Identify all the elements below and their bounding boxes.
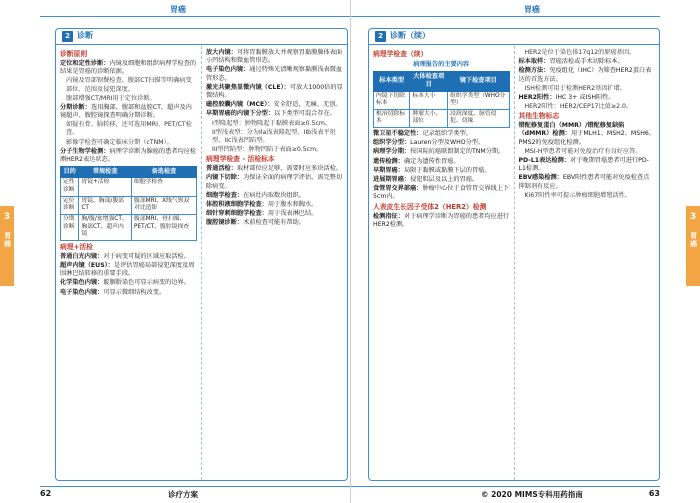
section-heading: 病理+活检 [60,242,93,251]
item-text: 可将胃黏膜放大并观察胃黏膜腺体表面小凹结构和微血管形态。 [206,49,343,65]
list-item [519,58,656,66]
list-item [373,185,510,201]
running-head: 胃癌 [524,5,540,14]
item-text: 用于浅表淋巴结。 [267,210,318,218]
list-item [373,213,510,229]
list-item [519,85,656,93]
table-cell: 分期诊断 [61,214,79,240]
page-number: 63 [648,489,660,499]
exam-table [60,166,197,241]
list-item [519,49,656,57]
item-text: IHC 3+ 或ISH阳性。 [555,93,615,101]
content-columns [56,46,347,480]
item-text: 取材部位应足够，需要时应多块活检。 [236,165,343,173]
item-text: 按国际抗癌联盟制定的TNM分期。 [410,148,505,156]
list-item [519,192,656,200]
table-row [374,109,510,127]
table-header-row [374,72,510,91]
table-header: 镜下检查项目 [448,72,509,91]
item-text: 内镜及细胞和组织病理学检查的结果是胃癌的诊断依据。 [60,59,197,76]
item-text: 靛胭脂染色可显示病变的边界。 [103,279,190,287]
list-item [60,289,197,297]
content-columns [369,46,659,480]
list-item [206,146,343,154]
table-row [61,178,197,196]
table-cell: 肿瘤大小、部位 [410,109,448,127]
item-lead: EBV感染检测： [518,174,563,182]
item-text: 对于病理学诊断为胃癌的患者均应进行HER2检测。 [373,212,510,228]
chapter-tab[interactable] [0,206,14,286]
table-cell: 胸/腹/盆增强CT、胸部CT、超声内镜 [79,214,132,240]
item-text: HER2阳性：HER2/CEP17比值≥2.0。 [524,103,633,111]
list-item [60,104,197,120]
item-lead: 遗传检测： [373,157,404,165]
item-text: 可放大1000倍的显微结构。 [206,83,343,99]
list-item [373,167,510,175]
list-item [519,148,656,156]
item-lead: 检测指征： [373,212,404,220]
list-item [60,279,197,287]
item-text: 侵犯肌层及以上的胃癌。 [410,176,479,184]
item-text: 以下类型可混合存在。 [274,110,336,118]
item-lead: 组织学分型： [373,139,411,147]
list-item [206,110,343,118]
column-2 [201,46,347,480]
table-cell: 组织学类型（WHO分型） [448,91,509,109]
table-cell: 胃镜+活检 [79,178,132,196]
item-text: III型凹陷型：肿物凹陷于表面≥0.5cm。 [212,146,323,154]
item-lead: 化学染色内镜： [60,279,104,287]
list-item [373,139,510,147]
table-row [61,196,197,214]
box-header [56,29,347,45]
list-item [60,262,197,278]
item-lead: 电子染色内镜： [60,288,104,296]
item-lead: 电子染色内镜： [206,66,250,74]
list-item [60,60,197,76]
list-item [206,210,343,218]
footer-rule [351,486,660,487]
item-text: 用于MLH1、MSH2、MSH6、PMS2的免疫组化检测。 [518,130,655,146]
table-caption: 病理报告的主要内容 [413,60,470,68]
item-lead: 磁控胶囊内镜（MCE）： [206,101,274,109]
table-header: 备选检查 [132,167,197,178]
table-cell: 浸润深度、脉管侵犯、切缘 [448,109,509,127]
list-item [519,103,656,111]
item-text: 内镜及胃部钡餐检查、腹部CT扫描等明确病变部位、范围及侵犯深度。 [66,77,192,93]
list-item [206,174,343,190]
table-cell: 根治切除标本 [374,109,410,127]
item-text: 通过特殊光清晰观察黏膜浅表微血管形态。 [206,66,343,82]
header-rule [351,16,660,17]
table-cell: 胃镜、胸部/腹部CT [79,196,132,214]
item-text: 肿瘤中心位于食管胃交界线上下5cm内。 [373,185,510,201]
item-lead: 分子生物学检测： [60,147,110,155]
item-text: I型隆起型：肿物隆起于黏膜表面≥0.5cm。 [212,119,332,127]
table-cell: 定性诊断 [61,178,79,196]
item-lead: HER2阳性： [518,93,556,101]
item-text: 对于病变可疑的区域应取活检。 [103,252,190,260]
list-item [206,84,343,100]
list-item [206,219,343,227]
item-lead: 标本取样： [518,58,550,66]
table-cell: 腹部MRI、骨扫描、PET/CT、腹腔镜探查 [132,214,197,240]
column-2 [514,46,660,480]
chapter-tab[interactable] [686,206,700,286]
copyright-footer: © 2020 MIMS专科用药指南 [481,490,583,500]
box-title: 诊断（续） [390,31,430,41]
list-item [60,95,197,103]
item-lead: 放大内镜： [206,49,237,56]
column-1 [56,46,201,480]
list-item [60,139,197,147]
diagnosis-box [55,28,348,481]
section-number-badge: 2 [62,31,73,42]
list-item [206,66,343,82]
box-title: 诊断 [77,31,93,41]
item-lead: 食管胃交界部癌： [373,185,423,193]
list-item [519,157,656,173]
item-text: 病理学诊断为腺癌的患者均应检测HER2表达状态。 [60,147,197,164]
item-lead: 进展期胃癌： [373,176,411,184]
item-text: Ki67阳性率可提示肿瘤细胞增殖活性。 [524,191,631,199]
list-item [60,148,197,164]
list-item [373,148,510,156]
item-lead: 普通活检： [206,165,237,173]
running-head: 胃癌 [170,5,186,14]
item-text: MSI-H型患者可能对免疫治疗有良好应答。 [524,147,642,155]
item-text: HER2是位于染色体17q12的原癌基因。 [524,49,636,56]
section-heading: 诊断原则 [60,50,88,58]
table-header: 目的 [61,167,79,178]
item-lead: 早期胃癌： [373,166,404,174]
table-header: 常规检查 [79,167,132,178]
item-lead: 检测方法： [518,67,550,75]
list-item [206,49,343,65]
list-item [206,192,343,200]
page-number: 62 [40,489,52,499]
item-text: EBV阳性患者可能对免疫检查点抑制剂有反应。 [518,174,650,190]
list-item [206,120,343,128]
item-text: ISH检测可用于检测HER2基因扩增。 [524,84,626,92]
item-text: 在病灶内取数块组织。 [243,191,305,199]
table-cell: 标本大小 [410,91,448,109]
item-lead: 腹腔镜诊断： [206,219,244,227]
item-lead: 激光共聚焦显微内镜（CLE）： [206,83,290,91]
item-lead: 错配修复蛋白（MMR）/错配修复缺陷（dMMR）检测： [518,122,625,138]
section-heading: 病理学检查 - 活检标本 [206,155,275,164]
table-cell: 内镜下切除标本 [374,91,410,109]
item-lead: 超声内镜（EUS）： [60,262,114,270]
list-item [519,94,656,102]
item-text: 可显示微细结构改变。 [103,288,166,296]
pathology-report-table [373,71,510,128]
item-text: 选用胸部、腹部和盆腔CT，超声及内镜超声、腹腔镜探查明确分期诊断。 [60,103,192,120]
item-lead: PD-L1表达检测： [518,157,571,165]
table-cell: 细胞学检查 [132,178,197,196]
list-item [373,158,510,166]
section-heading: 人表皮生长因子受体2（HER2）检测 [373,202,487,211]
item-text: 安全舒适，无痛、无创。 [273,101,342,109]
item-text: 用于腹水和胸水。 [267,200,318,208]
list-item [206,101,343,109]
diagnosis-continued-box [368,28,660,481]
list-item [206,165,343,173]
list-item [373,130,510,138]
item-text: 腹部增强CT/MRI用于定位诊断。 [66,94,156,102]
table-row [374,91,510,109]
item-text: 如疑有骨、脑转移，还可选用MRI、PET/CT检查。 [66,121,192,137]
column-1 [369,46,514,480]
item-text: 术前检查可能有帮助。 [243,219,305,227]
section-heading: 病理学检查（续） [373,50,428,58]
table-header-row [61,167,197,178]
chapter-number: 3 [689,212,697,222]
item-text: 是评估胃癌局部侵犯深度及周围淋巴结转移的重要手段。 [60,262,195,278]
footer-text: 诊疗方案 [168,490,198,500]
item-lead: 早期胃癌的内镜下分型： [206,110,275,118]
table-header: 标本类型 [374,72,410,91]
header-rule [40,16,350,17]
chapter-number: 3 [3,212,11,222]
item-text: 局限于黏膜或黏膜下层的胃癌。 [403,166,491,174]
section-heading: 其他生物标志 [518,112,560,121]
box-header [369,29,659,45]
item-lead: 细胞学检查： [206,191,244,199]
list-item [206,129,343,145]
item-text: Lauren分型及WHO分型。 [410,139,485,147]
table-header: 大体检查项目 [410,72,448,91]
list-item [60,121,197,137]
table-cell: 定位诊断 [61,196,79,214]
item-text: 为保证全面的病理学评估，需完整切除病变。 [206,174,343,190]
right-page [350,0,700,503]
table-cell: 腹部MRI、X线气钡双对比造影 [132,196,197,214]
item-lead: 细针穿刺细胞学检查： [206,210,268,218]
item-lead: 病理学分期： [373,148,411,156]
item-lead: 分期诊断： [60,103,91,111]
list-item [60,253,197,261]
item-lead: 体腔积液细胞学检查： [206,200,268,208]
section-number-badge: 2 [375,31,386,42]
item-text: II型浅表型：分为IIa浅表隆起型、IIb浅表平坦型、IIc浅表凹陷型。 [212,128,336,144]
table-row [61,214,197,240]
list-item [519,67,656,83]
chapter-label: 胃癌 [689,231,698,248]
item-lead: 定位和定性诊断： [60,59,110,67]
item-text: 对于晚期胃癌患者可进行PD-L1检测。 [518,157,649,173]
item-lead: 微卫星不稳定性： [373,130,423,138]
item-text: 确定为遗传性胃癌。 [403,157,460,165]
list-item [519,122,656,147]
item-text: 胃癌活检或手术切除标本。 [549,58,624,66]
list-item [373,176,510,184]
item-lead: 内镜下切除： [206,174,244,182]
list-item [519,174,656,190]
item-text: 免疫组化（IHC）为筛查HER2蛋白表达的首选方法。 [518,67,652,83]
list-item [60,77,197,93]
chapter-label: 胃癌 [3,231,12,248]
item-lead: 普通白光内镜： [60,252,104,260]
item-text: 影像学检查可确定临床分期（cTNM）。 [66,138,173,146]
footer-rule [40,486,350,487]
item-text: 记录组织学类型。 [422,130,472,138]
list-item [206,201,343,209]
